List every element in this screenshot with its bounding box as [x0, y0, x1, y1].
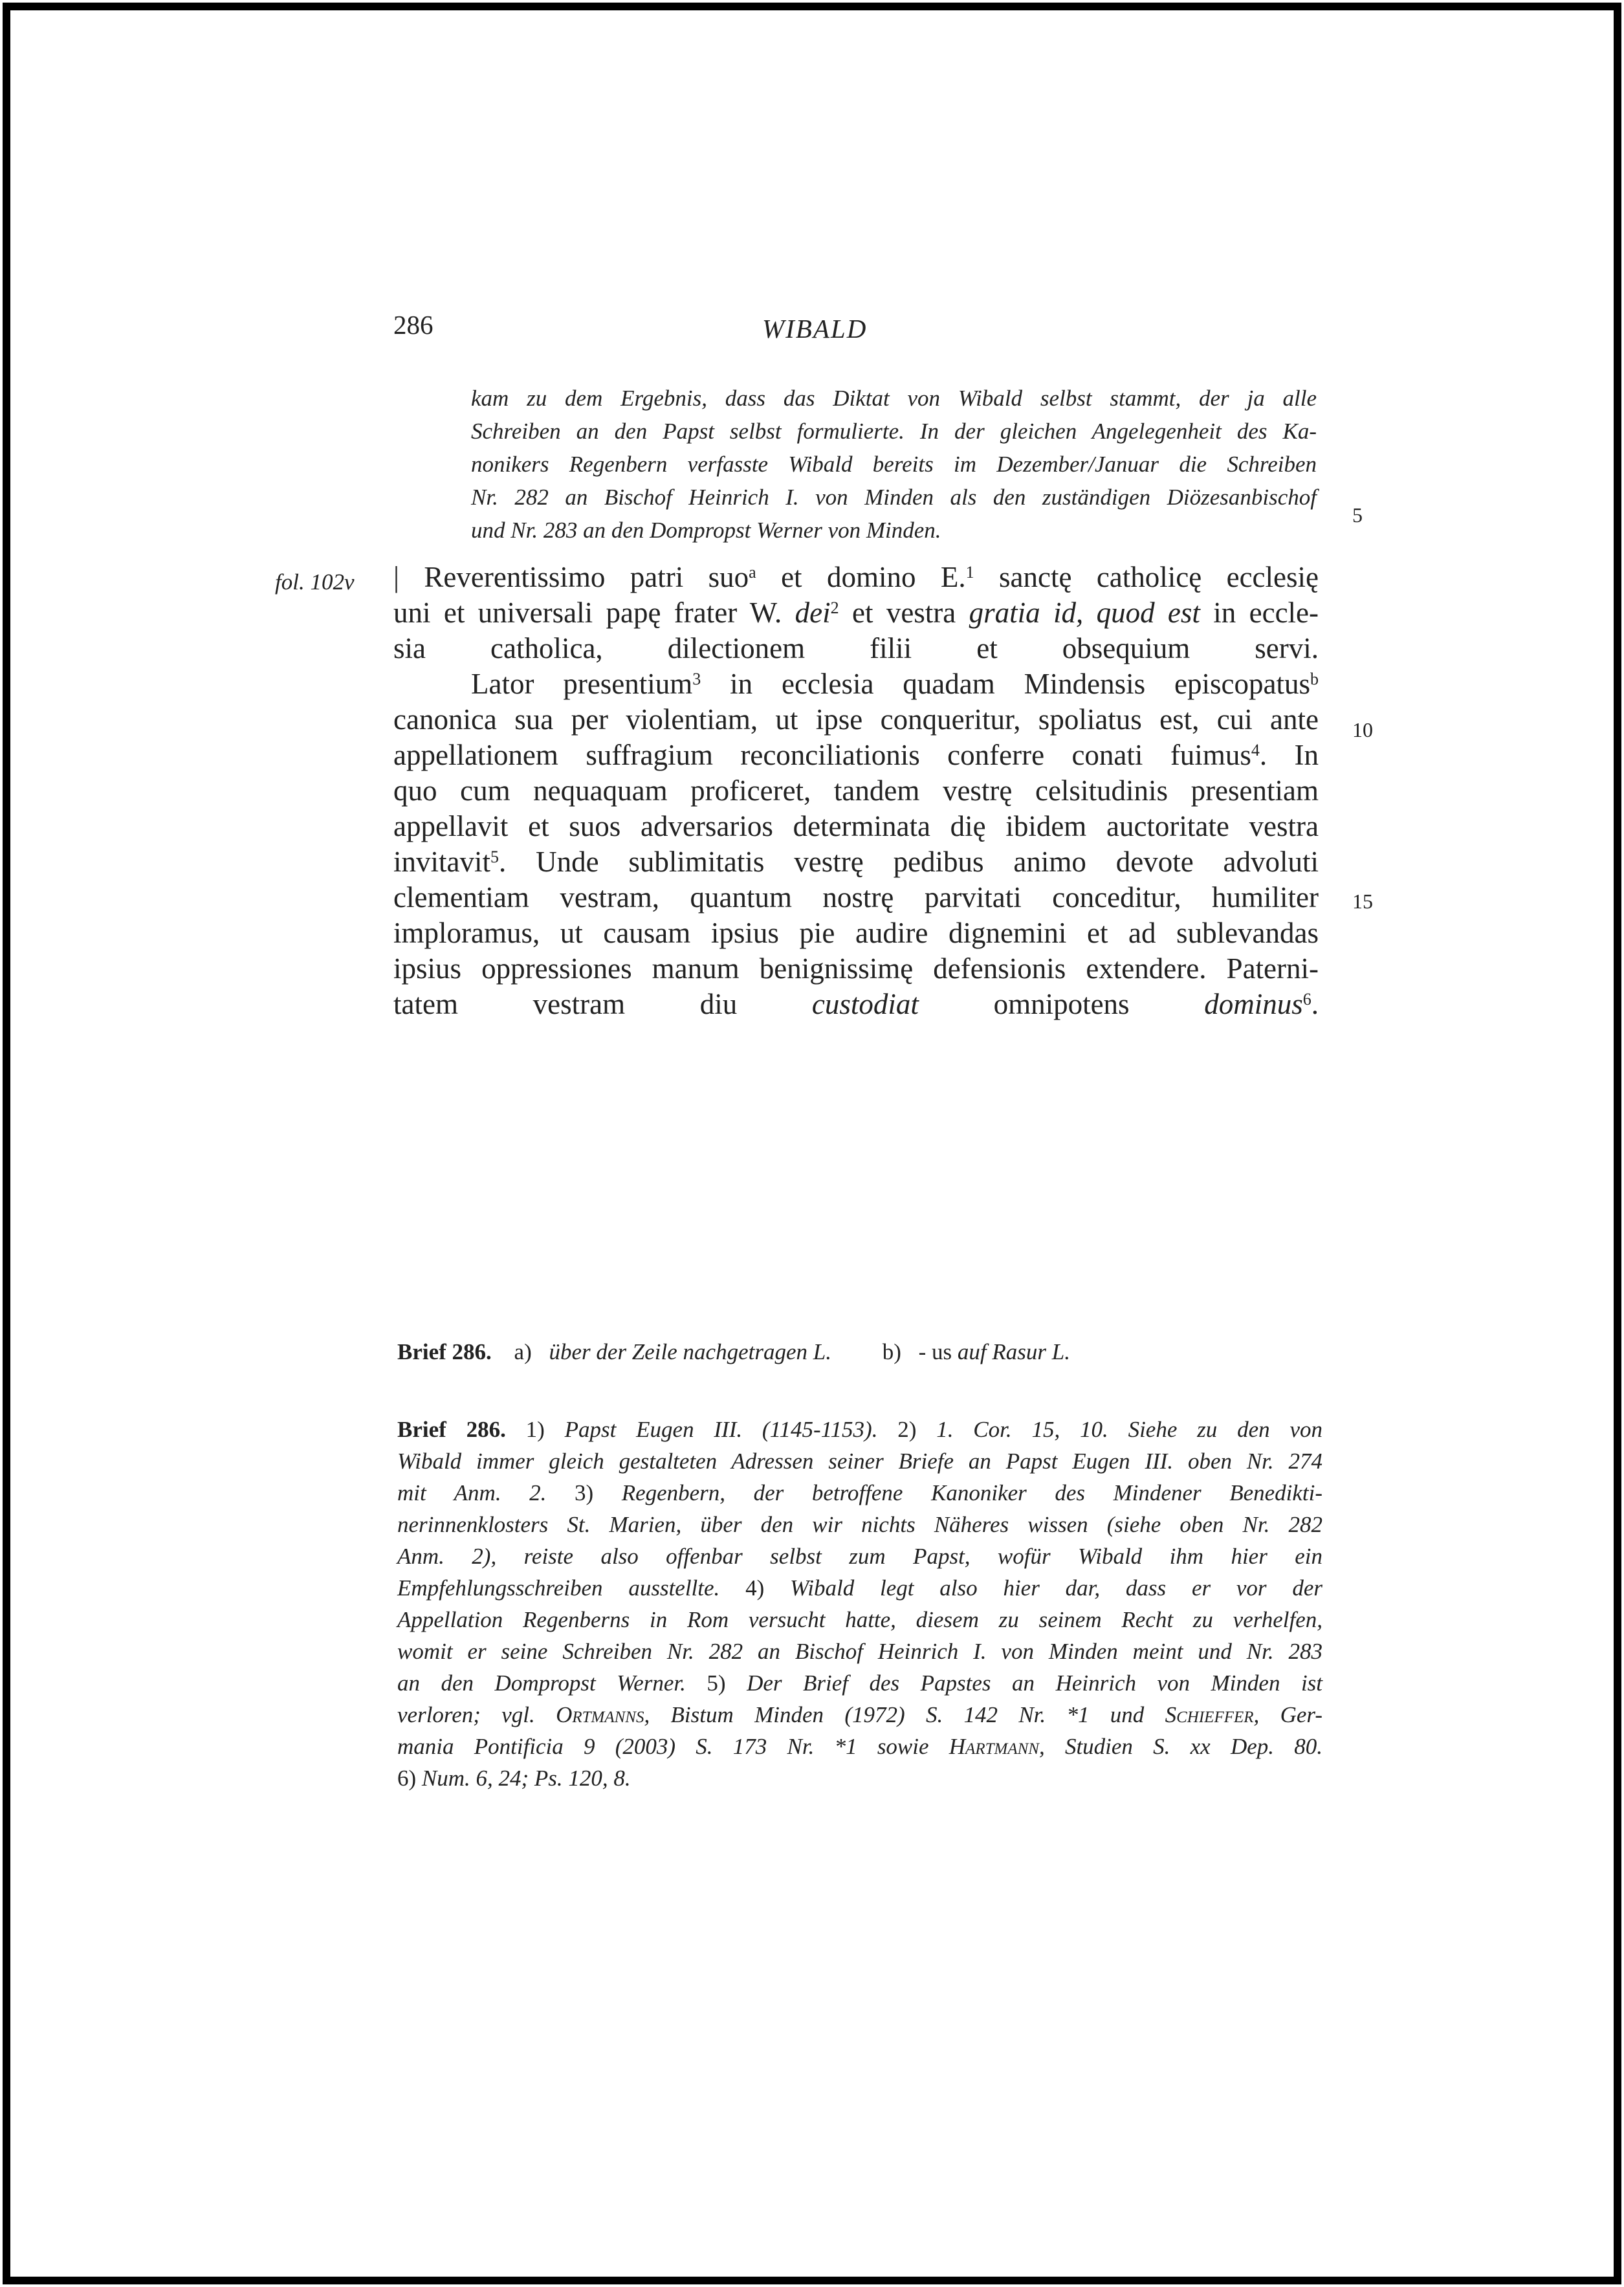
textual-apparatus	[397, 1339, 1070, 1365]
note-line: 6) Num. 6, 24; Ps. 120, 8.	[397, 1766, 631, 1791]
note-line: Brief 286. 1) Papst Eugen III. (1145-1153). 2) 1. Cor. 15, 10. Siehe zu den von	[397, 1417, 1322, 1442]
letter-line: appellationem suffragium reconciliationis conferre conati fuimus$^4$. In	[393, 739, 1319, 771]
running-title: WIBALD	[762, 314, 868, 344]
apparatus-entry: - us	[918, 1339, 958, 1364]
letter-line: quo cum nequaquam proficeret, tandem vestrę celsitudinis presentiam	[393, 774, 1319, 807]
intro-line: kam zu dem Ergebnis, dass das Diktat von Wibald selbst stammt, der ja alle	[471, 386, 1317, 411]
line-number-5: 5	[1352, 503, 1363, 527]
intro-line: Schreiben an den Papst selbst formulierte. In der gleichen Angelegenheit des Ka-	[471, 419, 1317, 444]
apparatus-key: a)	[514, 1339, 532, 1364]
apparatus-label: Brief 286.	[397, 1339, 492, 1364]
page-border	[3, 3, 1621, 2284]
folio-margin-note: fol. 102v	[275, 569, 355, 595]
letter-text	[393, 560, 1319, 1022]
note-line: Empfehlungsschreiben ausstellte. 4) Wibald legt also hier dar, dass er vor der	[397, 1575, 1322, 1601]
note-line: nerinnenklosters St. Marien, über den wir nichts Näheres wissen (siehe oben Nr. 282	[397, 1512, 1322, 1537]
apparatus-entry: auf Rasur L.	[957, 1339, 1070, 1364]
letter-line: appellavit et suos adversarios determinata dię ibidem auctoritate vestra	[393, 810, 1319, 842]
commentary-notes	[397, 1414, 1322, 1794]
note-line: womit er seine Schreiben Nr. 282 an Bischof Heinrich I. von Minden meint und Nr. 283	[397, 1639, 1322, 1664]
letter-line: sia catholica, dilectionem filii et obsequium servi.	[393, 632, 1319, 664]
letter-line: ipsius oppressiones manum benignissimę defensionis extendere. Paterni-	[393, 952, 1319, 985]
letter-line: imploramus, ut causam ipsius pie audire dignemini et ad sublevandas	[393, 917, 1319, 949]
intro-line: nonikers Regenbern verfasste Wibald bereits im Dezember/Januar die Schreiben	[471, 452, 1317, 477]
letter-line: | Reverentissimo patri suo$^a$ et domino E.$^1$ sanctę catholicę ecclesię	[393, 561, 1319, 593]
note-line: Wibald immer gleich gestalteten Adressen seiner Briefe an Papst Eugen III. oben Nr. 274	[397, 1449, 1322, 1474]
letter-line: canonica sua per violentiam, ut ipse conqueritur, spoliatus est, cui ante	[393, 703, 1319, 736]
note-line: an den Dompropst Werner. 5) Der Brief des Papstes an Heinrich von Minden ist	[397, 1670, 1323, 1696]
apparatus-key: b)	[882, 1339, 901, 1364]
apparatus-entry: über der Zeile nachgetragen L.	[549, 1339, 831, 1364]
note-line: mit Anm. 2. 3) Regenbern, der betroffene Kanoniker des Mindener Benedikti-	[397, 1480, 1323, 1505]
letter-line: Lator presentium$^3$ in ecclesia quadam Mindensis episcopatus$^b$	[471, 668, 1319, 700]
intro-line: Nr. 282 an Bischof Heinrich I. von Minden als den zuständigen Diözesanbischof	[471, 485, 1317, 510]
page-number: 286	[393, 310, 433, 340]
letter-line: uni et universali papę frater W. dei$^2$ et vestra gratia id, quod est in eccle-	[393, 596, 1319, 629]
letter-line: invitavit$^5$. Unde sublimitatis vestrę pedibus animo devote advoluti	[393, 846, 1319, 878]
introduction-paragraph	[471, 382, 1317, 547]
intro-line: und Nr. 283 an den Dompropst Werner von Minden.	[471, 518, 941, 543]
line-number-10: 10	[1352, 718, 1373, 741]
note-line: verloren; vgl. Ortmanns, Bistum Minden (1972) S. 142 Nr. *1 und Schieffer, Ger-	[397, 1702, 1322, 1727]
letter-line: tatem vestram diu custodiat omnipotens dominus$^6$.	[393, 988, 1319, 1020]
letter-line: clementiam vestram, quantum nostrę parvitati conceditur, humiliter	[393, 881, 1319, 914]
note-line: mania Pontificia 9 (2003) S. 173 Nr. *1 sowie Hartmann, Studien S. xx Dep. 80.	[397, 1734, 1322, 1759]
line-number-15: 15	[1352, 890, 1373, 913]
note-line: Anm. 2), reiste also offenbar selbst zum Papst, wofür Wibald ihm hier ein	[397, 1544, 1322, 1569]
note-line: Appellation Regenberns in Rom versucht hatte, diesem zu seinem Recht zu verhelfen,	[397, 1607, 1322, 1632]
